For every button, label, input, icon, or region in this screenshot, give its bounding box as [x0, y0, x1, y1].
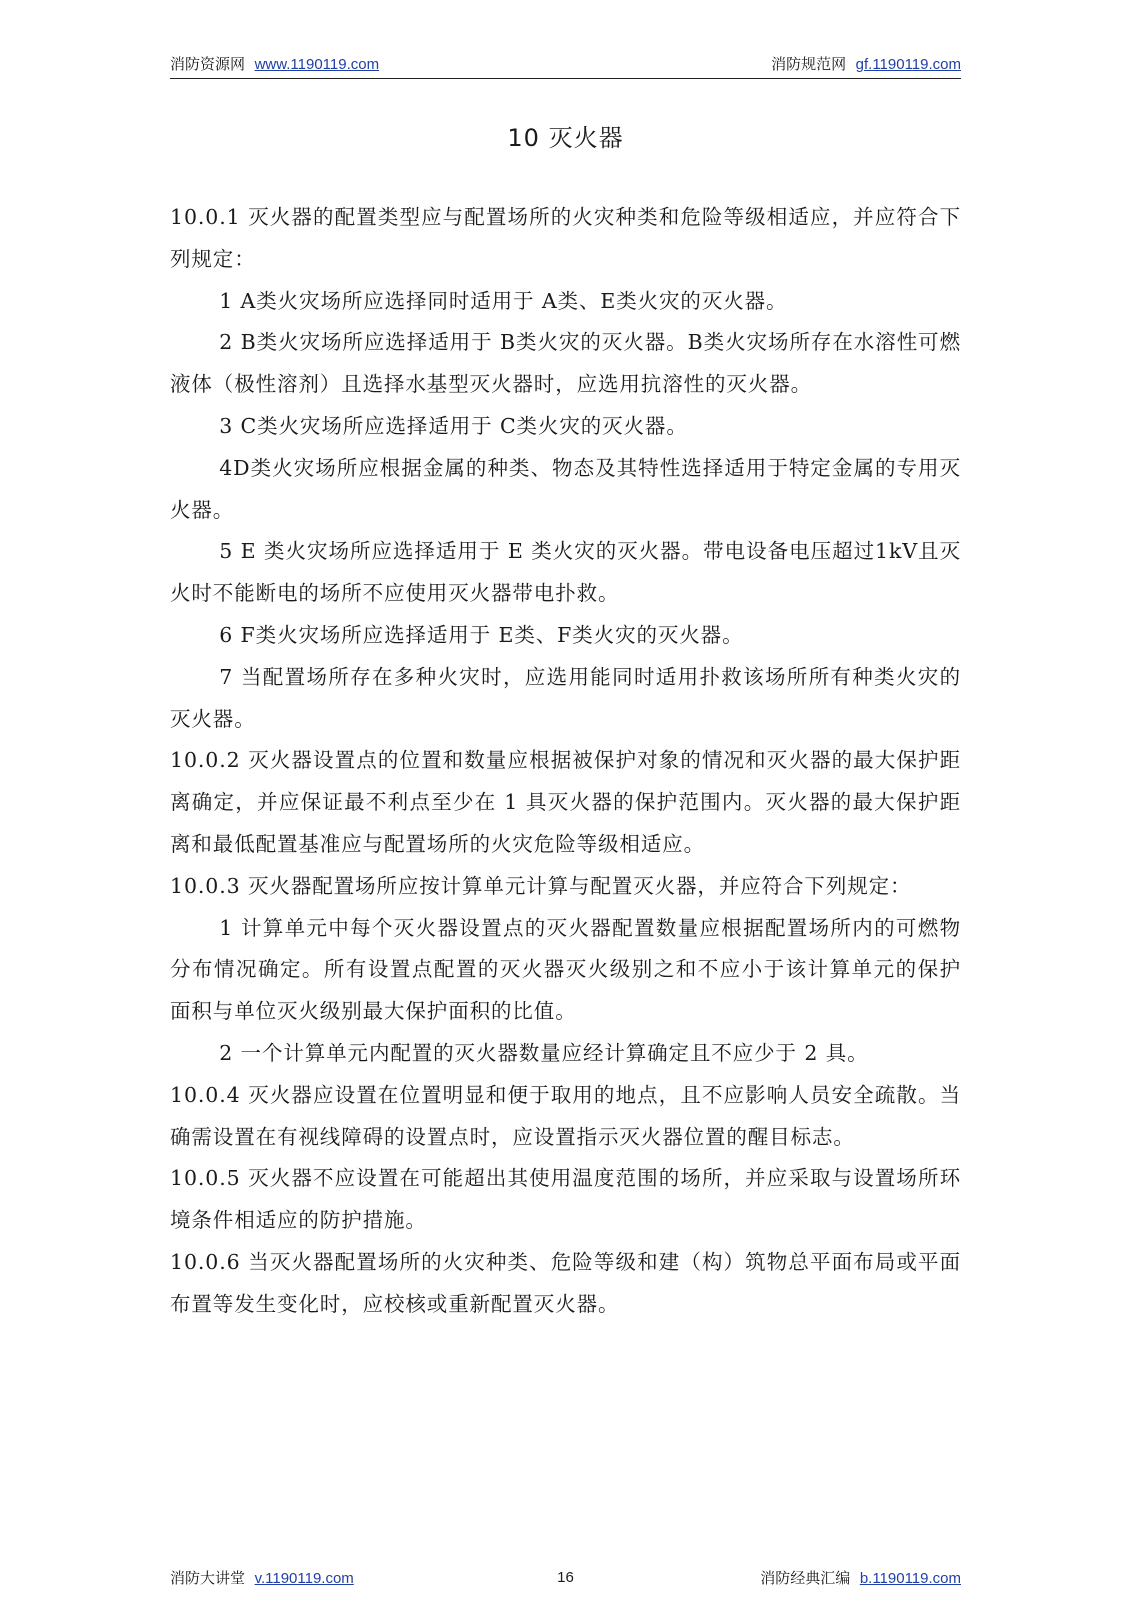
footer-right [760, 1566, 961, 1591]
clause-paragraph: 10.0.2 灭火器设置点的位置和数量应根据被保护对象的情况和灭火器的最大保护距离确定，并应保证最不利点至少在 1 具灭火器的保护范围内。灭火器的最大保护距离和最低配置基准应与配置场所的火灾危险等级相适应。 [170, 748, 961, 856]
clause-paragraph: 10.0.4 灭火器应设置在位置明显和便于取用的地点，且不应影响人员安全疏散。当确需设置在有视线障碍的设置点时，应设置指示灭火器位置的醒目标志。 [170, 1082, 961, 1149]
list-item: 3 C类火灾场所应选择适用于 C类火灾的灭火器。 [219, 413, 688, 438]
page-number: 16 [557, 1569, 574, 1586]
list-item: 1 A类火灾场所应选择同时适用于 A类、E类火灾的灭火器。 [219, 288, 788, 313]
footer-left-site-name: 消防大讲堂 [170, 1569, 246, 1587]
document-body [170, 197, 961, 1326]
header-left-link[interactable]: www.1190119.com [254, 56, 380, 73]
header-right [771, 52, 961, 77]
clause-paragraph: 10.0.6 当灭火器配置场所的火灾种类、危险等级和建（构）筑物总平面布局或平面布置等发生变化时，应校核或重新配置灭火器。 [170, 1249, 961, 1316]
clause-paragraph: 10.0.5 灭火器不应设置在可能超出其使用温度范围的场所，并应采取与设置场所环境条件相适应的防护措施。 [170, 1166, 961, 1233]
list-item: 1 计算单元中每个灭火器设置点的灭火器配置数量应根据配置场所内的可燃物分布情况确定。所有设置点配置的灭火器灭火级别之和不应小于该计算单元的保护面积与单位灭火级别最大保护面积的比值。 [170, 915, 961, 1024]
clause-paragraph: 10.0.1 灭火器的配置类型应与配置场所的火灾种类和危险等级相适应，并应符合下列规定： [170, 205, 961, 271]
chapter-title: 10 灭火器 [507, 124, 624, 152]
header-right-site-name: 消防规范网 [771, 55, 847, 73]
header-right-link[interactable]: gf.1190119.com [855, 56, 961, 73]
list-item: 7 当配置场所存在多种火灾时，应选用能同时适用扑救该场所所有种类火灾的灭火器。 [170, 664, 961, 731]
footer-right-site-name: 消防经典汇编 [760, 1569, 851, 1587]
list-item: 2 一个计算单元内配置的灭火器数量应经计算确定且不应少于 2 具。 [219, 1040, 869, 1065]
list-item: 5 E 类火灾场所应选择适用于 E 类火灾的灭火器。带电设备电压超过1kV且灭火时不能断电的场所不应使用灭火器带电扑救。 [170, 539, 961, 606]
header-divider [170, 78, 961, 79]
header-left [170, 52, 379, 77]
clause-paragraph: 10.0.3 灭火器配置场所应按计算单元计算与配置灭火器，并应符合下列规定： [170, 873, 912, 898]
page-footer [170, 1566, 961, 1590]
page-header [170, 52, 961, 76]
list-item: 4D类火灾场所应根据金属的种类、物态及其特性选择适用于特定金属的专用灭火器。 [170, 455, 961, 522]
list-item: 2 B类火灾场所应选择适用于 B类火灾的灭火器。B类火灾场所存在水溶性可燃液体（极性溶剂）且选择水基型灭火器时，应选用抗溶性的灭火器。 [170, 330, 961, 397]
header-left-site-name: 消防资源网 [170, 55, 246, 73]
footer-right-link[interactable]: b.1190119.com [859, 1570, 961, 1587]
list-item: 6 F类火灾场所应选择适用于 E类、F类火灾的灭火器。 [219, 622, 744, 647]
footer-left-link[interactable]: v.1190119.com [254, 1570, 354, 1587]
